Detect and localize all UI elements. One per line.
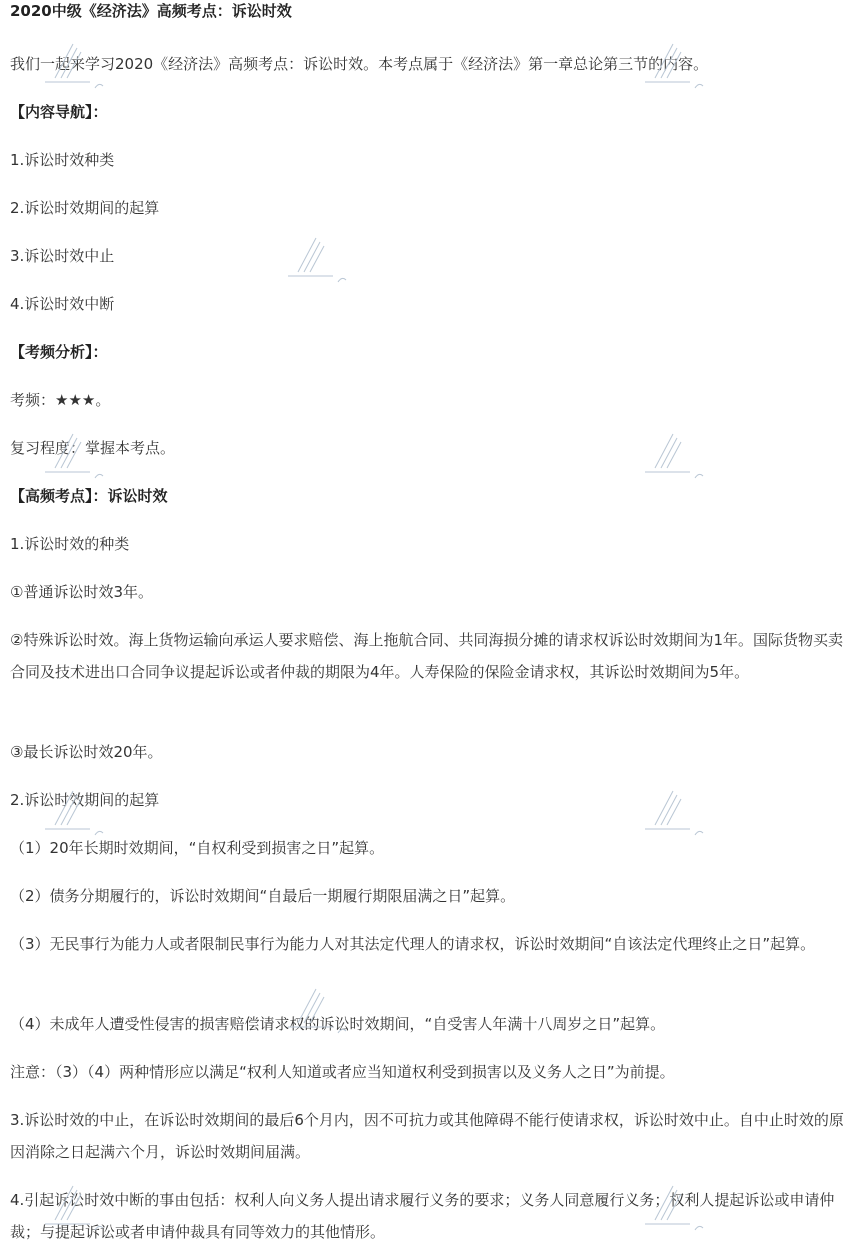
article-title: 2020中级《经济法》高频考点：诉讼时效 bbox=[10, 2, 292, 20]
review-text: 复习程度：掌握本考点。 bbox=[10, 439, 176, 457]
note-paragraph: 注意：（3）（4）两种情形应以满足“权利人知道或者应当知道权利受到损害以及义务人之日”为前提。 bbox=[10, 1063, 675, 1081]
nav-item: 4.诉讼时效中断 bbox=[10, 295, 115, 313]
freq-text: 考频：★★★。 bbox=[10, 391, 111, 409]
section4-paragraph: 4.引起诉讼时效中断的事由包括：权利人向义务人提出请求履行义务的要求；义务人同意履行义务；权利人提起诉讼或申请仲裁；与提起诉讼或者申请仲裁具有同等效力的其他情形。 bbox=[10, 1191, 835, 1241]
section2-item: （3）无民事行为能力人或者限制民事行为能力人对其法定代理人的请求权，诉讼时效期间“自该法定代理终止之日”起算。 bbox=[10, 935, 816, 953]
nav-item: 2.诉讼时效期间的起算 bbox=[10, 199, 160, 217]
nav-heading: 【内容导航】： bbox=[10, 103, 108, 121]
section1-item: ③最长诉讼时效20年。 bbox=[10, 743, 163, 761]
nav-item: 1.诉讼时效种类 bbox=[10, 151, 115, 169]
section2-title: 2.诉讼时效期间的起算 bbox=[10, 791, 160, 809]
section1-item: ②特殊诉讼时效。海上货物运输向承运人要求赔偿、海上拖航合同、共同海损分摊的请求权诉讼时效期间为1年。国际货物买卖合同及技术进出口合同争议提起诉讼或者仲裁的期限为4年。人寿保险的保险金请求权，其诉讼时效期间为5年。 bbox=[10, 631, 843, 681]
intro-paragraph: 我们一起来学习2020《经济法》高频考点：诉讼时效。本考点属于《经济法》第一章总论第三节的内容。 bbox=[10, 55, 709, 73]
section3-paragraph: 3.诉讼时效的中止，在诉讼时效期间的最后6个月内，因不可抗力或其他障碍不能行使请求权，诉讼时效中止。自中止时效的原因消除之日起满六个月，诉讼时效期间届满。 bbox=[10, 1111, 844, 1161]
section2-item: （2）债务分期履行的，诉讼时效期间“自最后一期履行期限届满之日”起算。 bbox=[10, 887, 516, 905]
section1-item: ①普通诉讼时效3年。 bbox=[10, 583, 153, 601]
section2-item: （4）未成年人遭受性侵害的损害赔偿请求权的诉讼时效期间，“自受害人年满十八周岁之日”起算。 bbox=[10, 1015, 666, 1033]
freq-heading: 【考频分析】： bbox=[10, 343, 108, 361]
section1-title: 1.诉讼时效的种类 bbox=[10, 535, 130, 553]
section2-item: （1）20年长期时效期间，“自权利受到损害之日”起算。 bbox=[10, 839, 385, 857]
key-heading: 【高频考点】：诉讼时效 bbox=[10, 487, 168, 505]
nav-item: 3.诉讼时效中止 bbox=[10, 247, 115, 265]
